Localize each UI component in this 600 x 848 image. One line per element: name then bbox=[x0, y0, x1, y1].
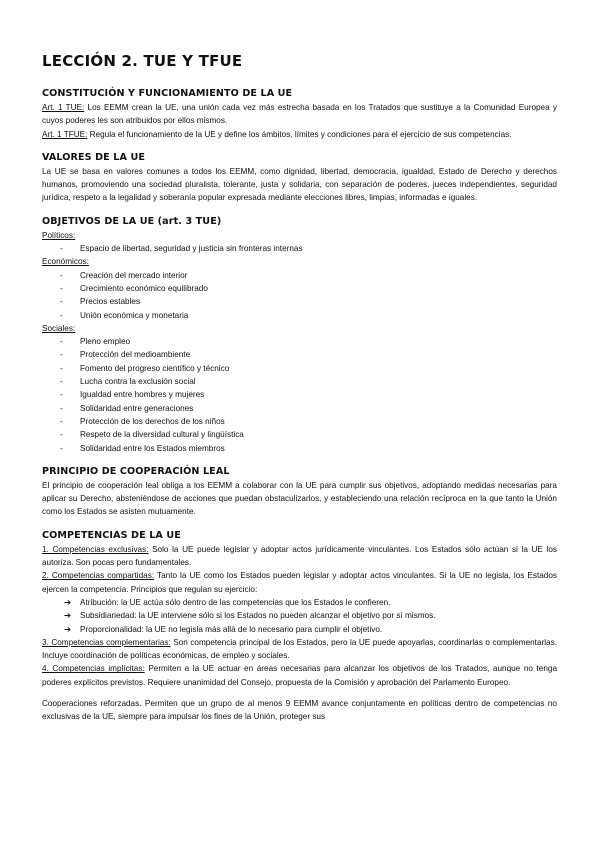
list-item: - Pleno empleo bbox=[60, 337, 131, 347]
list-item: - Precios estables bbox=[60, 297, 141, 307]
objetivos-category-politicos: Políticos: bbox=[42, 230, 76, 240]
competencias-exclusivas-paragraph: 1. Competencias exclusivas: Solo la UE puede legislar y adoptar actos jurídicamente vinculantes. Los Estados sólo actúan si la UE los autoriza. Son pocas pero fundamentales. bbox=[42, 544, 557, 568]
competencias-compartidas-paragraph: 2. Competencias compartidas: Tanto la UE como los Estados pueden legislar y adoptar actos vinculantes. Si la UE no legisla, los Estados ejercen la competencia. Principios que regulan su ejercicio: bbox=[42, 571, 557, 594]
list-item: ➔ Subsidiariedad: la UE interviene sólo si los Estados no pueden alcanzar el objetivo por sí mismos. bbox=[42, 609, 557, 622]
list-item: - Protección de los derechos de los niños bbox=[60, 416, 225, 426]
art1-tfue-text: Regula el funcionamiento de la UE y define los ámbitos, límites y condiciones para el ejercicio de sus competencias. bbox=[87, 129, 512, 139]
list-item: - Creación del mercado interior bbox=[60, 270, 188, 280]
section-competencias bbox=[42, 530, 557, 724]
list-item: - Solidaridad entre los Estados miembros bbox=[60, 443, 225, 453]
list-item: - Protección del medioambiente bbox=[60, 350, 191, 360]
competencias-complementarias-paragraph: 3. Competencias complementarias: Son competencia principal de los Estados, pero la UE puede apoyarlas, coordinarlas o complementarlas. Incluye coordinación de políticas económicas, de empleo y sociales. bbox=[42, 637, 557, 661]
arrow-bullet-icon: ➔ bbox=[64, 596, 72, 607]
art1-tue-label: Art. 1 TUE: bbox=[42, 103, 85, 112]
objetivos-list-sociales bbox=[42, 335, 557, 455]
section-heading: VALORES DE LA UE bbox=[42, 151, 145, 163]
section-heading: COMPETENCIAS DE LA UE bbox=[42, 529, 181, 541]
document-page bbox=[42, 52, 557, 735]
list-item: - Crecimiento económico equilibrado bbox=[60, 283, 208, 293]
art1-tfue-paragraph bbox=[42, 128, 557, 141]
section-constitucion bbox=[42, 88, 557, 141]
objetivos-category-economicos: Económicos: bbox=[42, 257, 89, 267]
objetivos-category-sociales: Sociales: bbox=[42, 323, 76, 333]
objetivos-list-politicos bbox=[42, 242, 557, 255]
section-cooperacion bbox=[42, 466, 557, 519]
competencias-complementarias-label: 3. Competencias complementarias: bbox=[42, 637, 171, 647]
competencias-implicitas-paragraph: 4. Competencias implícitas: Permiten a la UE actuar en áreas necesarias para alcanzar los objetivos de los Tratados, aunque no tenga poderes explícitos previstos. Requiere unanimidad del Consejo, propuesta de la Comisión y aprobación del Parlamento Europeo. bbox=[42, 664, 557, 687]
principios-list bbox=[42, 596, 557, 636]
list-item: - Lucha contra la exclusión social bbox=[60, 377, 196, 387]
art1-tfue-label: Art. 1 TFUE: bbox=[42, 129, 88, 139]
list-item: - Solidaridad entre generaciones bbox=[60, 403, 194, 413]
cooperacion-paragraph: El principio de cooperación leal obliga a los EEMM a colaborar con la UE para cumplir sus objetivos, adoptando medidas necesarias para aplicar su Derecho, absteniéndose de acciones que puedan obstaculizarlos, y estableciendo una relación recíproca en la que tanto la Unión como los Estados se asisten mutuamente. bbox=[42, 480, 557, 517]
arrow-bullet-icon: ➔ bbox=[64, 623, 72, 634]
list-item: - Respeto de la diversidad cultural y lingüística bbox=[60, 430, 244, 440]
competencias-implicitas-label: 4. Competencias implícitas: bbox=[42, 664, 145, 674]
list-item: - Igualdad entre hombres y mujeres bbox=[60, 390, 205, 400]
list-item: - Fomento del progreso científico y técnico bbox=[60, 363, 230, 373]
valores-paragraph: La UE se basa en valores comunes a todos los EEMM, como dignidad, libertad, democracia, igualdad, Estado de Derecho y derechos humanos, promoviendo una sociedad pluralista, tolerante, justa y solidaria, con separación de poderes, jueces independientes, seguridad jurídica, respeto a la legalidad y soberanía popular expresada mediante elecciones libres, limpias, informadas e iguales. bbox=[42, 166, 557, 203]
competencias-compartidas-label: 2. Competencias compartidas: bbox=[42, 571, 155, 581]
list-item: ➔ Proporcionalidad: la UE no legisla más allá de lo necesario para cumplir el objetivo. bbox=[42, 623, 557, 636]
page-title: LECCIÓN 2. TUE Y TFUE bbox=[42, 52, 243, 70]
section-heading: PRINCIPIO DE COOPERACIÓN LEAL bbox=[42, 465, 230, 477]
section-heading: OBJETIVOS DE LA UE (art. 3 TUE) bbox=[42, 215, 222, 227]
objetivos-list-economicos bbox=[42, 269, 557, 322]
competencias-exclusivas-label: 1. Competencias exclusivas: bbox=[42, 544, 149, 554]
section-valores bbox=[42, 152, 557, 205]
art1-tue-paragraph bbox=[42, 101, 557, 128]
section-objetivos bbox=[42, 216, 557, 455]
list-item: - Espacio de libertad, seguridad y justicia sin fronteras internas bbox=[60, 244, 303, 254]
arrow-bullet-icon: ➔ bbox=[64, 610, 72, 621]
list-item: - Unión económica y monetaria bbox=[60, 310, 189, 320]
section-heading: CONSTITUCIÓN Y FUNCIONAMIENTO DE LA UE bbox=[42, 88, 293, 99]
art1-tue-text: Los EEMM crean la UE, una unión cada vez más estrecha basada en los Tratados que sustituye a la Comunidad Europea y cuyos poderes les son atribuidos por ellos mismos. bbox=[42, 103, 558, 126]
list-item: ➔ Atribución: la UE actúa sólo dentro de las competencias que los Estados le confieren. bbox=[42, 596, 557, 609]
cooperaciones-reforzadas-paragraph: Cooperaciones reforzadas. Permiten que un grupo de al menos 9 EEMM avance conjuntamente en políticas dentro de competencias no exclusivas de la UE, siempre para impulsar los fines de la Unión, proteger sus bbox=[42, 698, 557, 722]
